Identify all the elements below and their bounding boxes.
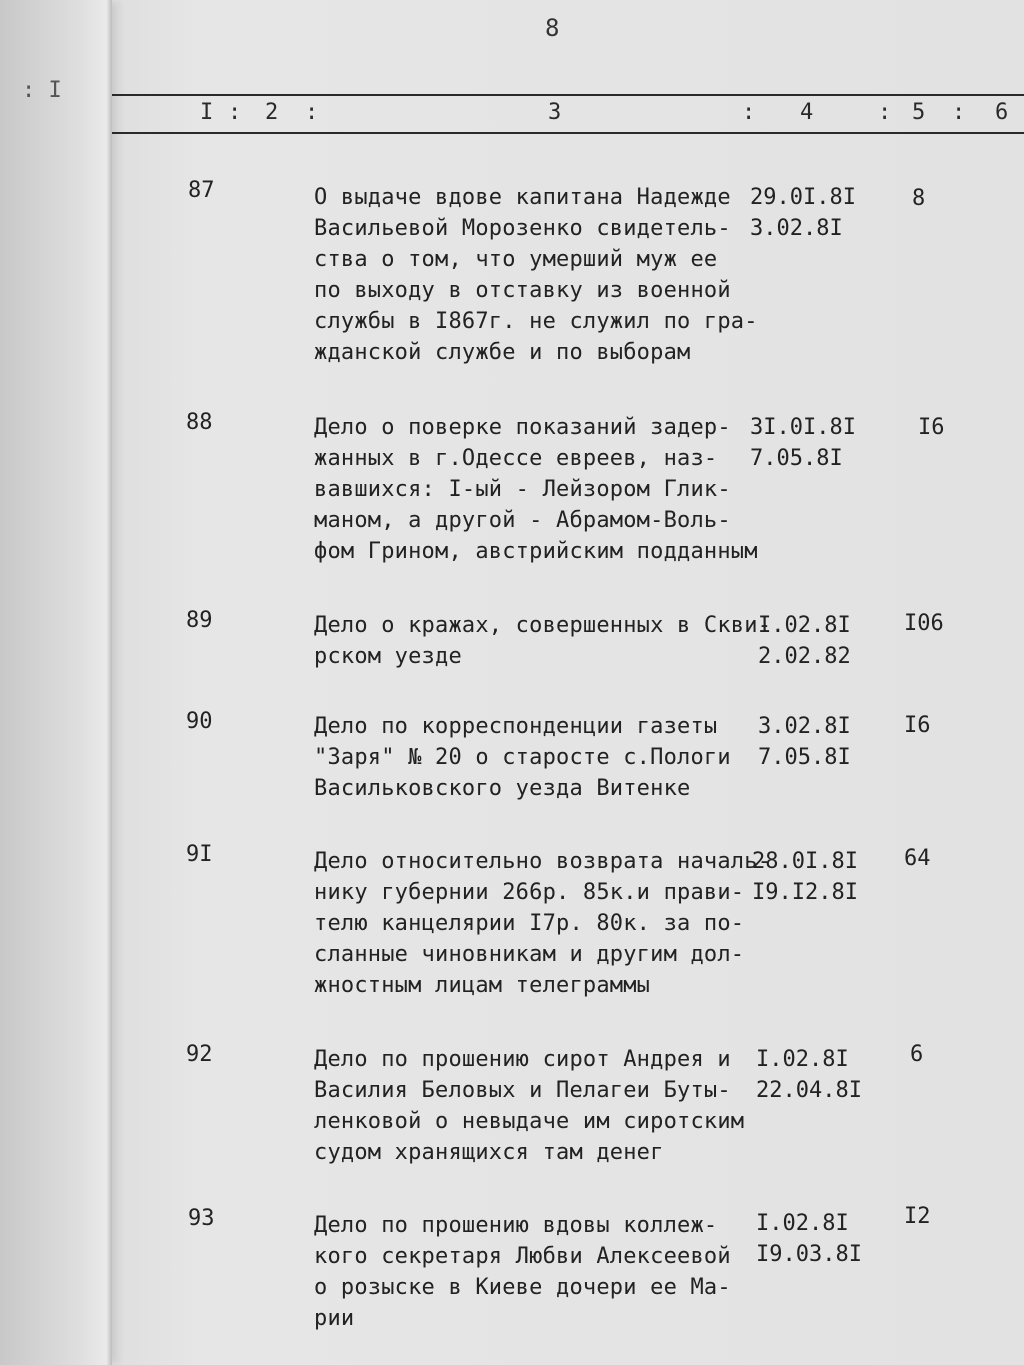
row-number: 90 <box>186 709 213 734</box>
left-margin-mark: : I <box>22 78 62 103</box>
row-description: О выдаче вдове капитана Надежде Васильевой Морозенко свидетель- ства о том, что умерший муж ее по выходу в отставку из военной службы в I867г. не служил по гра- жданской службе и по выборам <box>314 185 758 365</box>
row-dates: I.02.8I 2.02.82 <box>758 613 851 669</box>
row-sheets: 6 <box>910 1042 924 1067</box>
row-description: Дело по прошению вдовы коллеж- кого секретаря Любви Алексеевой о розыске в Киеве дочери ее Ма- рии <box>314 1213 731 1331</box>
row-dates: 3.02.8I 7.05.8I <box>758 714 851 770</box>
row-number: 92 <box>186 1042 213 1067</box>
row-description: Дело по прошению сирот Андрея и Василия Беловых и Пелагеи Буты- ленковой о невыдаче им сиротским судом хранящихся там денег <box>314 1047 745 1165</box>
column-separator: : <box>952 100 966 125</box>
column-separator: : <box>878 100 892 125</box>
column-header-3: 3 <box>548 100 562 125</box>
column-separator: : <box>742 100 756 125</box>
column-header-4: 4 <box>800 100 814 125</box>
row-dates: 28.0I.8I I9.I2.8I <box>752 849 858 905</box>
column-separator: : <box>228 100 242 125</box>
row-sheets: 8 <box>912 186 926 211</box>
row-dates: I.02.8I I9.03.8I <box>756 1211 862 1267</box>
row-dates: 29.0I.8I 3.02.8I <box>750 185 856 241</box>
row-sheets: I6 <box>918 415 945 440</box>
page-number: 8 <box>545 14 560 42</box>
row-dates: 3I.0I.8I 7.05.8I <box>750 415 856 471</box>
row-number: 87 <box>188 178 215 203</box>
row-number: 93 <box>188 1206 215 1231</box>
column-header-1: I <box>200 100 214 125</box>
row-sheets: 64 <box>904 846 931 871</box>
header-rule-bottom <box>112 132 1024 134</box>
row-sheets: I6 <box>904 713 931 738</box>
row-description: Дело о поверке показаний задер- жанных в г.Одессе евреев, наз- вавшихся: I-ый - Лейзором Глик- маном, а другой - Абрамом-Воль- фом Грином, австрийским подданным <box>314 415 758 564</box>
row-description: Дело по корреспонденции газеты "Заря" № 20 о старосте с.Пологи Васильковского уезда Витенке <box>314 714 731 801</box>
header-rule-top <box>112 94 1024 96</box>
column-separator: : <box>305 100 319 125</box>
previous-page-fold <box>0 0 112 1365</box>
row-sheets: I06 <box>904 611 944 636</box>
row-description: Дело о кражах, совершенных в Скви- рском уезде <box>314 613 772 669</box>
column-header-6: 6 <box>995 100 1009 125</box>
row-dates: I.02.8I 22.04.8I <box>756 1047 862 1103</box>
column-header-5: 5 <box>912 100 926 125</box>
column-header-2: 2 <box>265 100 279 125</box>
row-number: 88 <box>186 410 213 435</box>
row-number: 89 <box>186 608 213 633</box>
row-sheets: I2 <box>904 1204 931 1229</box>
row-description: Дело относительно возврата началь- нику губернии 266р. 85к.и прави- телю канцелярии I7р. 80к. за по- сланные чиновникам и другим дол- жностным лицам телеграммы <box>314 849 772 998</box>
row-number: 9I <box>186 842 213 867</box>
